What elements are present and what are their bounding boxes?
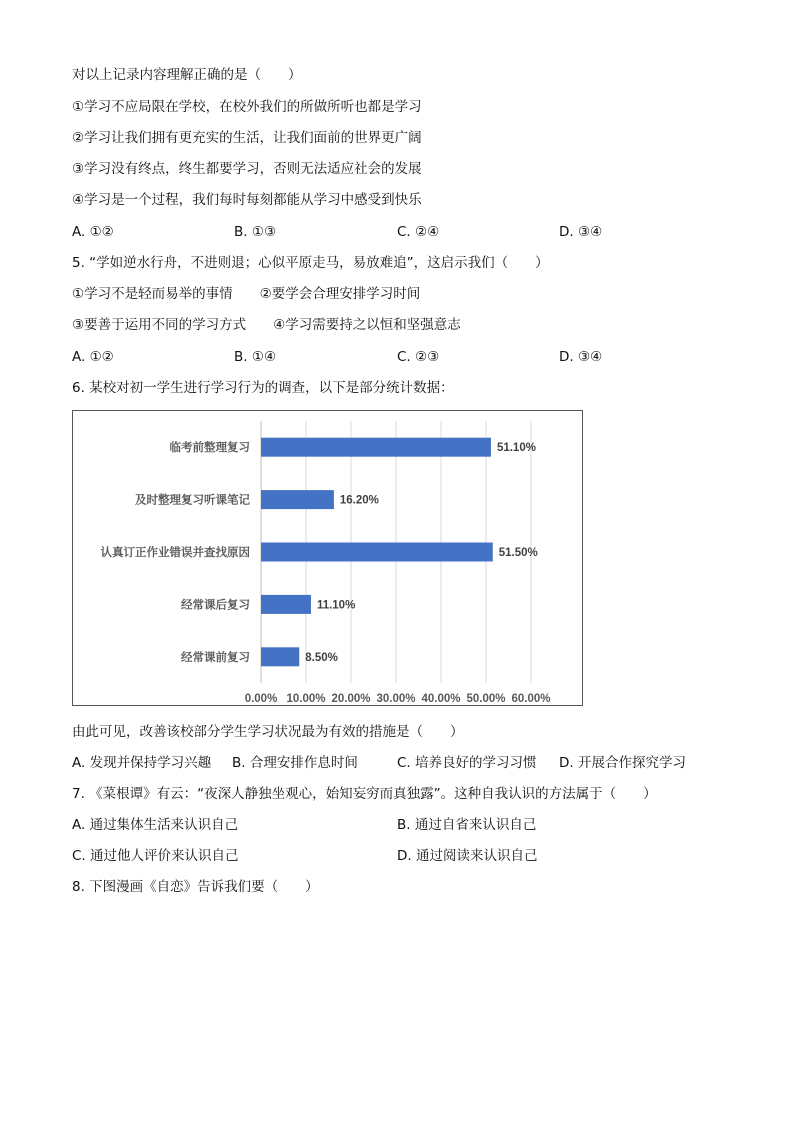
survey-bar-chart [72, 410, 583, 706]
x-tick-label-5: 50.00% [466, 693, 506, 705]
q4-statement-3: ③学习没有终点，终生都要学习，否则无法适应社会的发展 [72, 161, 422, 177]
data-label-1: 16.20% [339, 494, 379, 507]
q5-statement-row-1: ①学习不是轻而易举的事情 ②要学会合理安排学习时间 [72, 286, 421, 302]
data-label-3: 11.10% [316, 599, 356, 612]
q7-option-c: C. 通过他人评价来认识自己 [72, 848, 239, 864]
q7-stem: 7. 《菜根谭》有云：“夜深人静独坐观心，始知妄穷而真独露”。这种自我认识的方法属于（ ） [72, 786, 657, 802]
q7-option-b: B. 通过自省来认识自己 [397, 817, 537, 833]
bar-2 [261, 543, 493, 562]
q8-stem: 8. 下图漫画《自恋》告诉我们要（ ） [72, 879, 319, 895]
q6-option-c: C. 培养良好的学习习惯 [397, 755, 537, 771]
q7-option-d: D. 通过阅读来认识自己 [397, 848, 538, 864]
q5-option-a: A. ①② [72, 349, 114, 365]
q4-option-d: D. ③④ [559, 224, 603, 240]
data-label-0: 51.10% [496, 442, 536, 455]
q4-option-a: A. ①② [72, 224, 114, 240]
q5-statement-row-2: ③要善于运用不同的学习方式 ④学习需要持之以恒和坚强意志 [72, 317, 461, 333]
q4-option-c: C. ②④ [397, 224, 440, 240]
x-tick-label-2: 20.00% [331, 693, 371, 705]
category-label-4: 经常课前复习 [181, 649, 250, 664]
q5-option-c: C. ②③ [397, 349, 440, 365]
q4-statement-4: ④学习是一个过程，我们每时每刻都能从学习中感受到快乐 [72, 192, 422, 208]
q6-option-a: A. 发现并保持学习兴趣 [72, 755, 212, 771]
bar-1 [261, 490, 334, 509]
q6-option-b: B. 合理安排作息时间 [232, 755, 358, 771]
q6-option-d: D. 开展合作探究学习 [559, 755, 686, 771]
category-label-3: 经常课后复习 [181, 597, 250, 612]
x-tick-label-4: 40.00% [421, 693, 461, 705]
q6-stem: 6. 某校对初一学生进行学习行为的调查，以下是部分统计数据： [72, 380, 454, 396]
category-label-1: 及时整理复习听课笔记 [135, 492, 250, 507]
bar-3 [261, 595, 311, 614]
q4-statement-1: ①学习不应局限在学校，在校外我们的所做所听也都是学习 [72, 99, 422, 115]
q7-option-a: A. 通过集体生活来认识自己 [72, 817, 239, 833]
q6-conclusion: 由此可见，改善该校部分学生学习状况最为有效的措施是（ ） [72, 724, 464, 740]
category-label-2: 认真订正作业错误并查找原因 [100, 545, 250, 559]
q4-option-b: B. ①③ [234, 224, 277, 240]
x-tick-label-0: 0.00% [244, 693, 278, 705]
category-label-0: 临考前整理复习 [169, 440, 250, 455]
q4-stem: 对以上记录内容理解正确的是（ ） [72, 67, 302, 83]
q5-option-b: B. ①④ [234, 349, 277, 365]
data-label-4: 8.50% [305, 651, 338, 664]
q4-statement-2: ②学习让我们拥有更充实的生活，让我们面前的世界更广阔 [72, 130, 422, 146]
q5-stem: 5. “学如逆水行舟，不进则退；心似平原走马，易放难追”，这启示我们（ ） [72, 255, 549, 271]
chart-canvas [73, 411, 582, 705]
x-tick-label-6: 60.00% [511, 693, 551, 705]
x-tick-label-1: 10.00% [286, 693, 326, 705]
bar-4 [261, 647, 299, 666]
bar-0 [261, 438, 491, 457]
data-label-2: 51.50% [498, 547, 538, 559]
x-tick-label-3: 30.00% [376, 693, 416, 705]
q5-option-d: D. ③④ [559, 349, 603, 365]
